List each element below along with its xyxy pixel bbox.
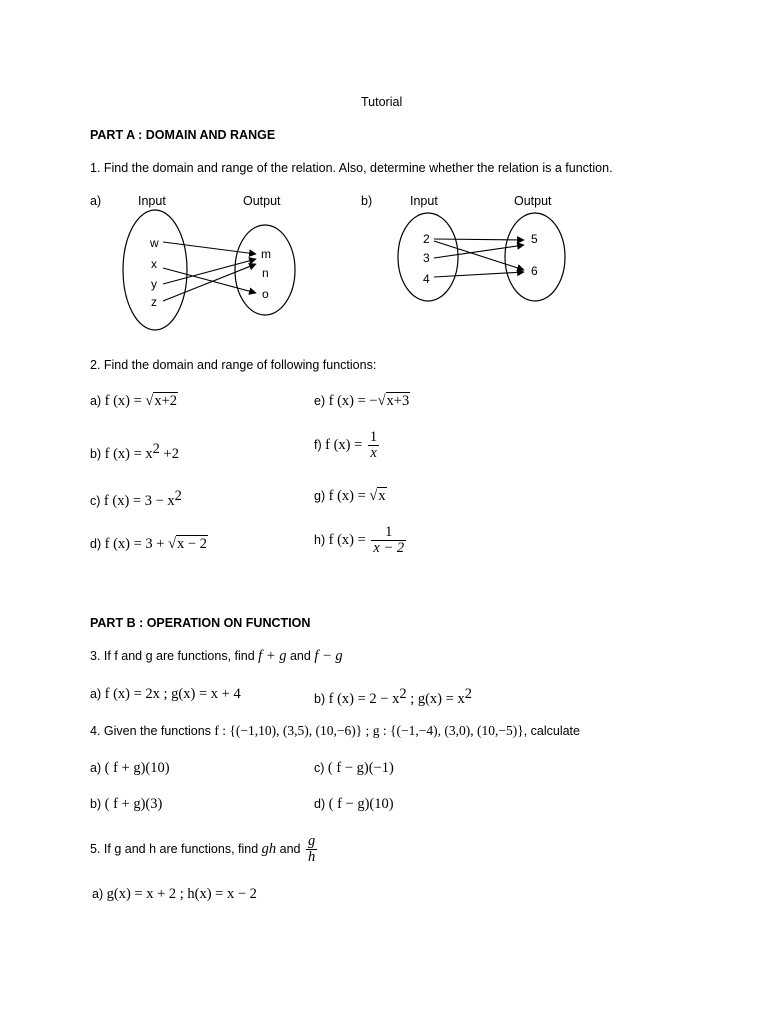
question-3-text: 3. If f and g are functions, find f + g and f − g	[90, 648, 343, 664]
q2-item-d: d) f (x) = 3 + √x − 2	[90, 536, 207, 552]
q1b-input-title: Input	[410, 194, 438, 208]
input-2: 2	[423, 232, 430, 246]
output-m: m	[261, 247, 271, 261]
q3-item-a: a) f (x) = 2x ; g(x) = x + 4	[90, 686, 241, 702]
part-b-heading: PART B : OPERATION ON FUNCTION	[90, 616, 311, 630]
input-3: 3	[423, 251, 430, 265]
page-title: Tutorial	[361, 95, 403, 109]
q2-item-f: f) f (x) = $\frac{1}{x}$	[314, 429, 378, 461]
output-6: 6	[531, 264, 538, 278]
q1a-input-title: Input	[138, 194, 166, 208]
q4-item-a: a) ( f + g)(10)	[90, 760, 170, 776]
input-x: x	[151, 257, 157, 271]
q2-item-c: c) f $(x) = 3 - x^2$	[90, 488, 182, 510]
part-a-heading: PART A : DOMAIN AND RANGE	[90, 128, 276, 142]
q4-item-d: d) ( f − g)(10)	[314, 796, 394, 812]
q5-item-a: a) g(x) = x + 2 ; h(x) = x − 2	[92, 886, 257, 902]
question-2-text: 2. Find the domain and range of following functions:	[90, 358, 377, 372]
question-1-text: 1. Find the domain and range of the relation. Also, determine whether the relation is a function.	[90, 161, 613, 175]
arrow-2-5	[434, 239, 524, 240]
input-4: 4	[423, 272, 430, 286]
input-z: z	[151, 295, 157, 309]
arrow-w-m	[163, 242, 256, 254]
q1b-output-title: Output	[514, 194, 552, 208]
q1a-label: a)	[90, 194, 102, 208]
question-4-text: 4. Given the functions f : {(−1,10), (3,5), (10,−6)} ; g : {(−1,−4), (3,0), (10,−5)}, calculate	[90, 723, 580, 738]
q4-item-c: c) ( f − g)(−1)	[314, 760, 394, 776]
output-n: n	[262, 266, 269, 280]
arrow-4-6	[434, 272, 524, 277]
output-5: 5	[531, 232, 538, 246]
q1a-output-title: Output	[243, 194, 281, 208]
mapping-diagram-a	[110, 205, 310, 335]
q1b-label: b)	[361, 194, 373, 208]
q4-item-b: b) ( f + g)(3)	[90, 796, 163, 812]
input-w: w	[150, 236, 159, 250]
question-5-text: 5. If g and h are functions, find gh and $\frac{g}{h}$	[90, 833, 316, 865]
output-oval-b	[505, 213, 565, 301]
q2-item-h: h) f (x) = $\frac{1}{x - 2}$	[314, 524, 405, 556]
output-o: o	[262, 287, 269, 301]
input-y: y	[151, 277, 157, 291]
q2-item-e: e) f (x) = −√x+3	[314, 393, 410, 409]
q2-item-b: b) f $(x) = x^2 +2$	[90, 441, 179, 463]
q2-item-g: g) f (x) = √x	[314, 488, 386, 504]
q3-item-b: b) f $(x) = 2 - x^2$ ; $g(x) = x^2$	[314, 686, 472, 708]
mapping-diagram-b	[390, 210, 580, 305]
arrow-z-m	[163, 264, 256, 301]
q2-item-a: a) f (x) = √x+2	[90, 393, 178, 409]
